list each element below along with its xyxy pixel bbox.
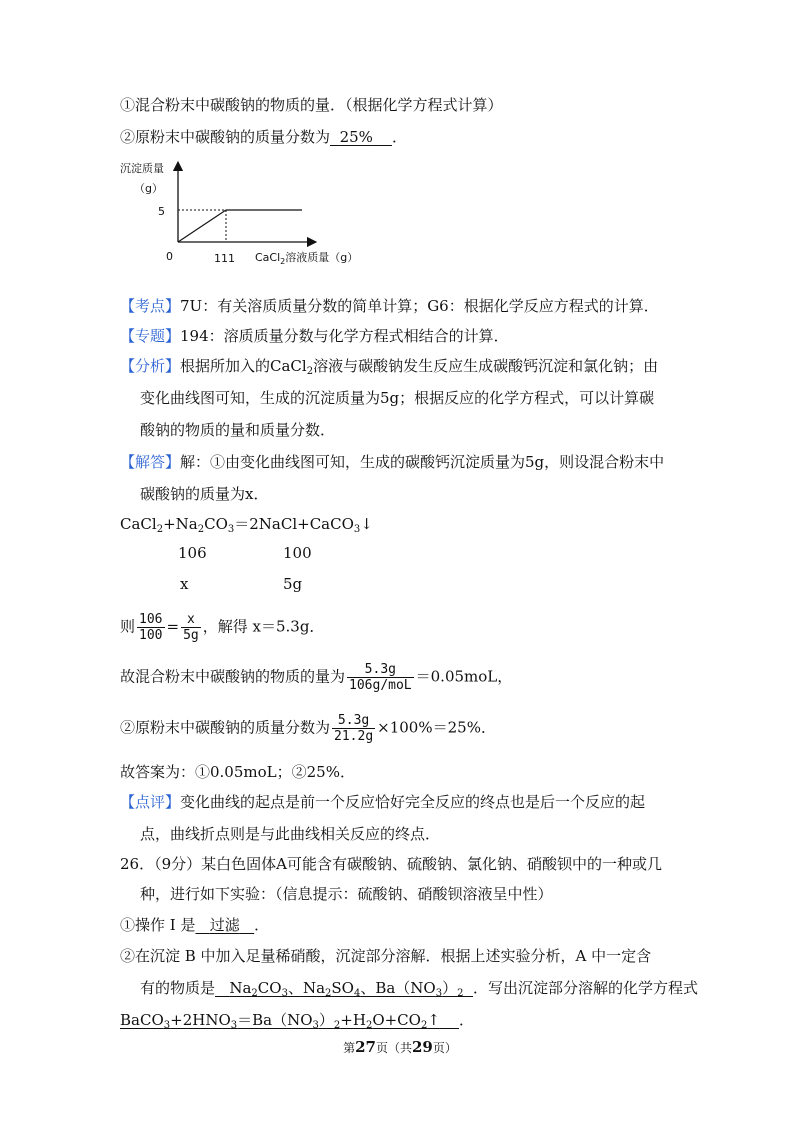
jieda-line-1	[120, 452, 664, 472]
graph-rising-segment	[178, 210, 226, 242]
fenxi-tag: 【分析】	[120, 357, 181, 375]
fenxi-text-a: 根据所加入的CaCl	[180, 357, 307, 375]
fenxi-text-b: 溶液与碳酸钠发生反应生成碳酸钙沉淀和氯化钠；由	[313, 357, 659, 375]
ratio-line: 则 $\frac{106}{100}$ = $\frac{x}{5g}$ ，解得 x＝5.3g．	[120, 612, 325, 643]
ratio-pre: 则	[120, 617, 136, 636]
zhuanti-text: 194：溶质质量分数与化学方程式相结合的计算．	[180, 327, 509, 345]
jieda-text: 解：①由变化曲线图可知，生成的碳酸钙沉淀质量为5g，则设混合粉末中	[180, 453, 665, 471]
graph-x-label-post: 溶液质量（g）	[285, 251, 359, 264]
ratio-post: ，解得 x＝5.3g．	[202, 617, 325, 636]
reaction-equation: $CaCl_2+Na_2CO_3=2NaCl+CaCO_3↓$	[120, 515, 373, 535]
final-answer: 故答案为：①0.05moL；②25%．	[120, 763, 355, 781]
ratio-fraction-1: $\frac{106}{100}$	[139, 612, 163, 643]
kaodian	[120, 296, 659, 316]
graph-y-unit: （g）	[134, 182, 163, 195]
kaodian-text: 7U：有关溶质质量分数的简单计算；G6：根据化学反应方程式的计算．	[180, 297, 659, 315]
percent-fraction: $\frac{5.3g}{21.2g}$	[334, 713, 374, 744]
operation-answer: 过滤	[209, 916, 240, 934]
page-footer: 第27页（共29页）	[343, 1038, 457, 1056]
graph-x-tick-111: 111	[214, 252, 235, 265]
q26-part2-line-2: 有的物质是 $Na_2CO_3$、$Na_2SO_4$、$Ba(NO_3)_2$ ．写出沉淀部分溶解的化学方程式	[140, 979, 699, 999]
q26-operation: ①操作 I 是 过滤 ．	[120, 916, 270, 934]
dianping-tag: 【点评】	[120, 793, 181, 811]
fenxi-line-2: 变化曲线图可知，生成的沉淀质量为5g；根据反应的化学方程式，可以计算碳	[140, 389, 655, 407]
question-1: ①混合粉末中碳酸钠的物质的量．（根据化学方程式计算）	[120, 96, 503, 114]
jieda-tag: 【解答】	[120, 453, 181, 471]
graph-x-label	[255, 250, 358, 266]
answer-value: 25%	[339, 128, 373, 146]
kaodian-tag: 【考点】	[120, 297, 181, 315]
dianping-line-2: 点，曲线折点则是与此曲线相关反应的终点．	[140, 825, 441, 843]
zhuanti	[120, 326, 509, 346]
q26-line-1: 26．（9分）某白色固体A可能含有碳酸钠、硫酸钠、氯化钠、硝酸钡中的一种或几	[120, 855, 662, 873]
graph-origin: 0	[166, 250, 173, 263]
jieda-line-2: 碳酸钠的质量为x．	[140, 485, 269, 503]
dianping-text: 变化曲线的起点是前一个反应恰好完全反应的终点也是后一个反应的起	[180, 793, 646, 811]
fenxi-line-3: 酸钠的物质的量和质量分数．	[140, 421, 336, 439]
answer-blank	[330, 128, 392, 146]
moles-fraction: $\frac{5.3g}{\text{106g/moL}}$	[349, 662, 412, 693]
moles-line: 故混合粉末中碳酸钠的物质的量为 $\frac{5.3g}{\text{106g/moL}}$ ＝0.05moL，	[120, 662, 513, 693]
mass-5g: 5g	[283, 575, 303, 593]
current-page: 27	[355, 1038, 376, 1056]
unknown-x: x	[180, 575, 189, 593]
percent-line: ②原粉末中碳酸钠的质量分数为 $\frac{5.3g}{21.2g}$ ×100%＝25%．	[120, 713, 496, 744]
question-2-suffix: ．	[391, 128, 407, 146]
question-2	[120, 127, 407, 147]
substances-answer: $Na_2CO_3$、$Na_2SO_4$、$Ba(NO_3)_2$	[229, 979, 464, 999]
dissolution-equation: $BaCO_3+2HNO_3=Ba(NO_3)_2+H_2O+CO_2↑$ ．	[120, 1011, 474, 1031]
q26-part2-line-1: ②在沉淀 B 中加入足量稀硝酸，沉淀部分溶解．根据上述实验分析，A 中一定含	[120, 947, 652, 965]
molar-mass-106: 106	[178, 544, 207, 562]
ratio-fraction-2: $\frac{x}{5g}$	[183, 612, 199, 643]
graph-x-label-sub: 2	[280, 257, 286, 266]
graph-x-label-pre: CaCl	[255, 251, 281, 264]
dianping-line-1	[120, 792, 645, 812]
fenxi-line-1	[120, 356, 658, 376]
q26-line-2: 种，进行如下实验：（信息提示：硫酸钠、硝酸钡溶液呈中性）	[140, 885, 553, 903]
precipitate-graph	[118, 158, 368, 270]
graph-y-label: 沉淀质量	[120, 162, 164, 175]
graph-y-tick-5: 5	[158, 205, 165, 218]
equation-answer: $BaCO_3+2HNO_3=Ba(NO_3)_2+H_2O+CO_2↑$	[120, 1011, 440, 1031]
fenxi-sub: 2	[306, 366, 314, 377]
total-pages: 29	[412, 1038, 433, 1056]
zhuanti-tag: 【专题】	[120, 327, 181, 345]
molar-mass-100: 100	[283, 544, 312, 562]
question-2-text: ②原粉末中碳酸钠的质量分数为	[120, 128, 331, 146]
